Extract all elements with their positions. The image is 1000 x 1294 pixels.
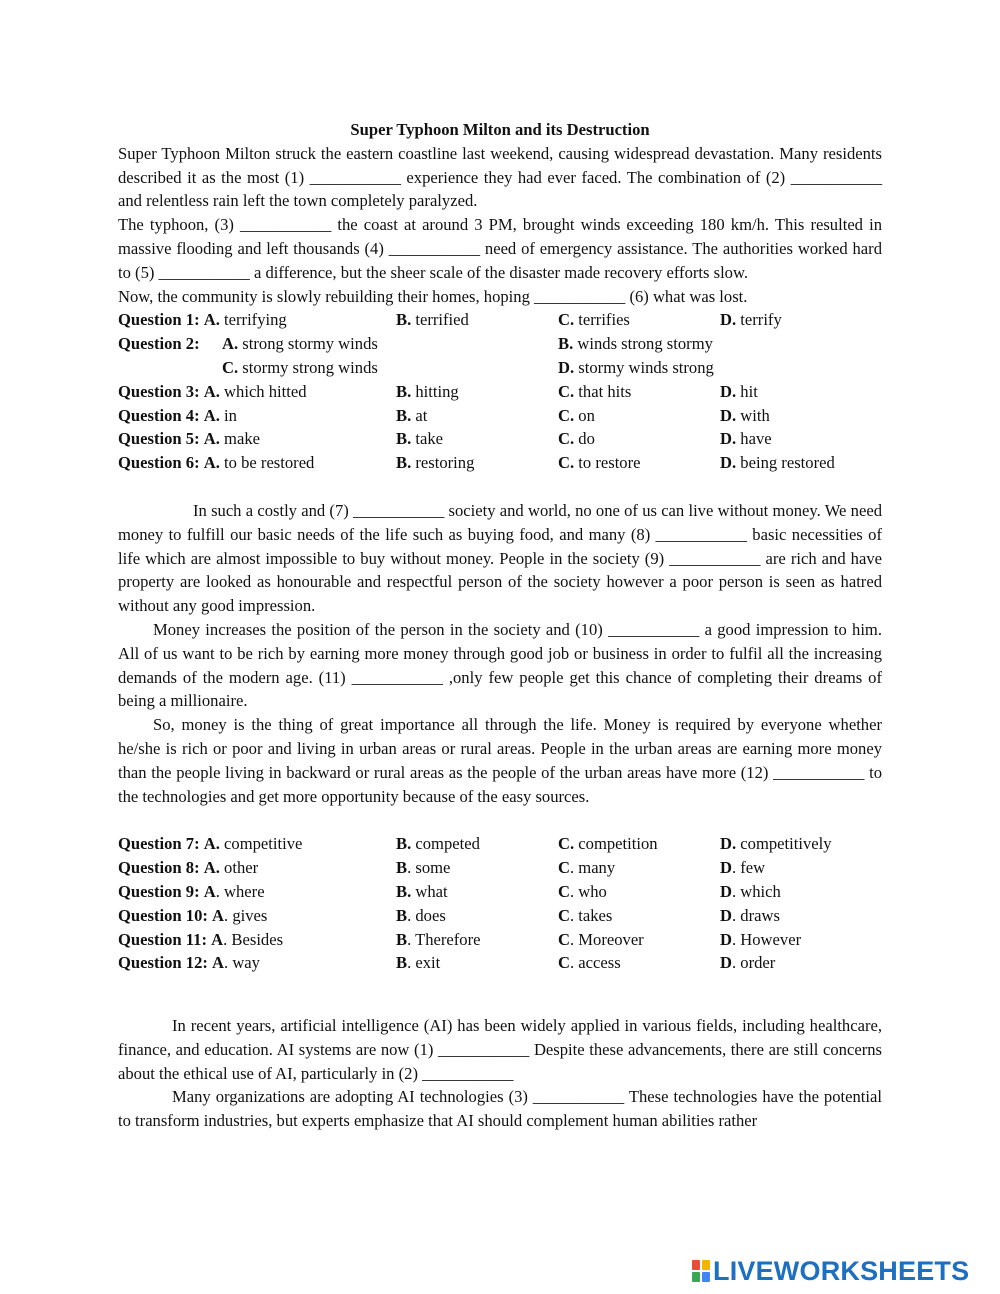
q9-option-b[interactable]: B. what: [396, 881, 448, 901]
q6-option-b[interactable]: B. restoring: [396, 453, 475, 473]
q2-option-a[interactable]: A. strong stormy winds: [222, 334, 378, 354]
q6-option-a[interactable]: Question 6: A. to be restored: [118, 453, 315, 473]
q5-option-b[interactable]: B. take: [396, 429, 444, 449]
q1-option-a[interactable]: Question 1: A. terrifying: [118, 310, 287, 330]
q1-option-b[interactable]: B. terrified: [396, 310, 469, 330]
q2-option-b[interactable]: B. winds strong stormy: [558, 334, 713, 354]
liveworksheets-logo[interactable]: [692, 1256, 969, 1286]
section2-paragraph-1: In such a costly and (7) ___________ society and world, no one of us can live without money. We need money to fulfill our basic needs of the life such as buying food, and many (8) ___________ basic necessities of life which are almost impossible to buy without money. People in the society (9) ___________ are rich and have property are looked as honourable and respectful person of the society however a poor person is seen as hatred without any good impression.: [118, 500, 882, 616]
q4-option-d[interactable]: D. with: [720, 405, 770, 425]
section1-paragraph-2: The typhoon, (3) ___________ the coast at around 3 PM, brought winds exceeding 180 km/h. This resulted in massive flooding and left thousands (4) ___________ need of emergency assistance. The authorities worked hard to (5) ___________ a difference, but the sheer scale of the disaster made recovery efforts slow.: [118, 215, 882, 282]
liveworksheets-logo-text: LIVEWORKSHEETS: [713, 1255, 970, 1286]
section1-paragraph-3: Now, the community is slowly rebuilding their homes, hoping ___________ (6) what was lost.: [118, 286, 748, 306]
section1-title: Super Typhoon Milton and its Destruction: [350, 120, 650, 139]
q5-option-c[interactable]: C. do: [558, 429, 595, 449]
q10-option-a[interactable]: Question 10: A. gives: [118, 905, 268, 925]
q2-option-d[interactable]: D. stormy winds strong: [558, 357, 714, 377]
q2-label: Question 2:: [118, 334, 200, 354]
liveworksheets-logo-icon: [692, 1260, 710, 1282]
q3-option-d[interactable]: D. hit: [720, 381, 758, 401]
q4-option-c[interactable]: C. on: [558, 405, 595, 425]
q10-option-c[interactable]: C. takes: [558, 905, 613, 925]
section1-question-2: [118, 332, 882, 380]
q7-option-d[interactable]: D. competitively: [720, 834, 832, 854]
q3-option-a[interactable]: Question 3: A. which hitted: [118, 381, 307, 401]
q8-option-b[interactable]: B. some: [396, 858, 451, 878]
worksheet-page: [118, 118, 882, 1133]
q12-option-a[interactable]: Question 12: A. way: [118, 953, 260, 973]
q9-option-a[interactable]: Question 9: A. where: [118, 881, 265, 901]
section1-question-1: [118, 308, 882, 332]
section1-paragraph-1: Super Typhoon Milton struck the eastern coastline last weekend, causing widespread devastation. Many residents described it as the most (1) ___________ experience they had ever faced. The combination of (2) ___________ and relentless rain left the town completely paralyzed.: [118, 143, 882, 211]
section3-paragraph-1: In recent years, artificial intelligence (AI) has been widely applied in various fields, including healthcare, finance, and education. AI systems are now (1) ___________ Despite these advancements, there are still concerns about the ethical use of AI, particularly in (2) ___________: [118, 1016, 882, 1083]
q11-option-d[interactable]: D. However: [720, 929, 802, 949]
q11-option-a[interactable]: Question 11: A. Besides: [118, 929, 284, 949]
section2-paragraph-3: So, money is the thing of great importance all through the life. Money is required by everyone whether he/she is rich or poor and living in urban areas or rural areas. People in the urban areas are earning more money than the people living in backward or rural areas as the people of the urban areas have more (12) ___________ to the technologies and get more opportunity because of the easy sources.: [118, 715, 882, 806]
section2-paragraph-2: Money increases the position of the person in the society and (10) ___________ a good impression to him. All of us want to be rich by earning more money through good job or business in order to fulfil all the increasing demands of the modern age. (11) ___________ ,only few people get this chance of completing their dreams of being a millionaire.: [118, 619, 882, 711]
section3-paragraph-2: Many organizations are adopting AI technologies (3) ___________ These technologies have the potential to transform industries, but experts emphasize that AI should complement human abilities rather: [118, 1087, 882, 1131]
q8-option-d[interactable]: D. few: [720, 858, 766, 878]
q12-option-d[interactable]: D. order: [720, 953, 776, 973]
q12-option-c[interactable]: C. access: [558, 953, 621, 973]
q7-option-b[interactable]: B. competed: [396, 834, 480, 854]
q5-option-d[interactable]: D. have: [720, 429, 772, 449]
q7-option-a[interactable]: Question 7: A. competitive: [118, 834, 303, 854]
q8-option-c[interactable]: C. many: [558, 858, 616, 878]
q6-option-d[interactable]: D. being restored: [720, 453, 835, 473]
q2-option-c[interactable]: C. stormy strong winds: [222, 357, 378, 377]
q10-option-d[interactable]: D. draws: [720, 905, 780, 925]
section2-questions: [118, 832, 882, 975]
q12-option-b[interactable]: B. exit: [396, 953, 441, 973]
q10-option-b[interactable]: B. does: [396, 905, 446, 925]
q8-option-a[interactable]: Question 8: A. other: [118, 858, 259, 878]
q11-option-b[interactable]: B. Therefore: [396, 929, 481, 949]
q3-option-b[interactable]: B. hitting: [396, 381, 459, 401]
q7-option-c[interactable]: C. competition: [558, 834, 658, 854]
q4-option-a[interactable]: Question 4: A. in: [118, 405, 237, 425]
q1-option-c[interactable]: C. terrifies: [558, 310, 630, 330]
q9-option-c[interactable]: C. who: [558, 881, 607, 901]
q6-option-c[interactable]: C. to restore: [558, 453, 641, 473]
q9-option-d[interactable]: D. which: [720, 881, 781, 901]
q11-option-c[interactable]: C. Moreover: [558, 929, 644, 949]
q4-option-b[interactable]: B. at: [396, 405, 428, 425]
q1-option-d[interactable]: D. terrify: [720, 310, 782, 330]
section1-questions-3-6: [118, 380, 882, 475]
q5-option-a[interactable]: Question 5: A. make: [118, 429, 260, 449]
q3-option-c[interactable]: C. that hits: [558, 381, 632, 401]
